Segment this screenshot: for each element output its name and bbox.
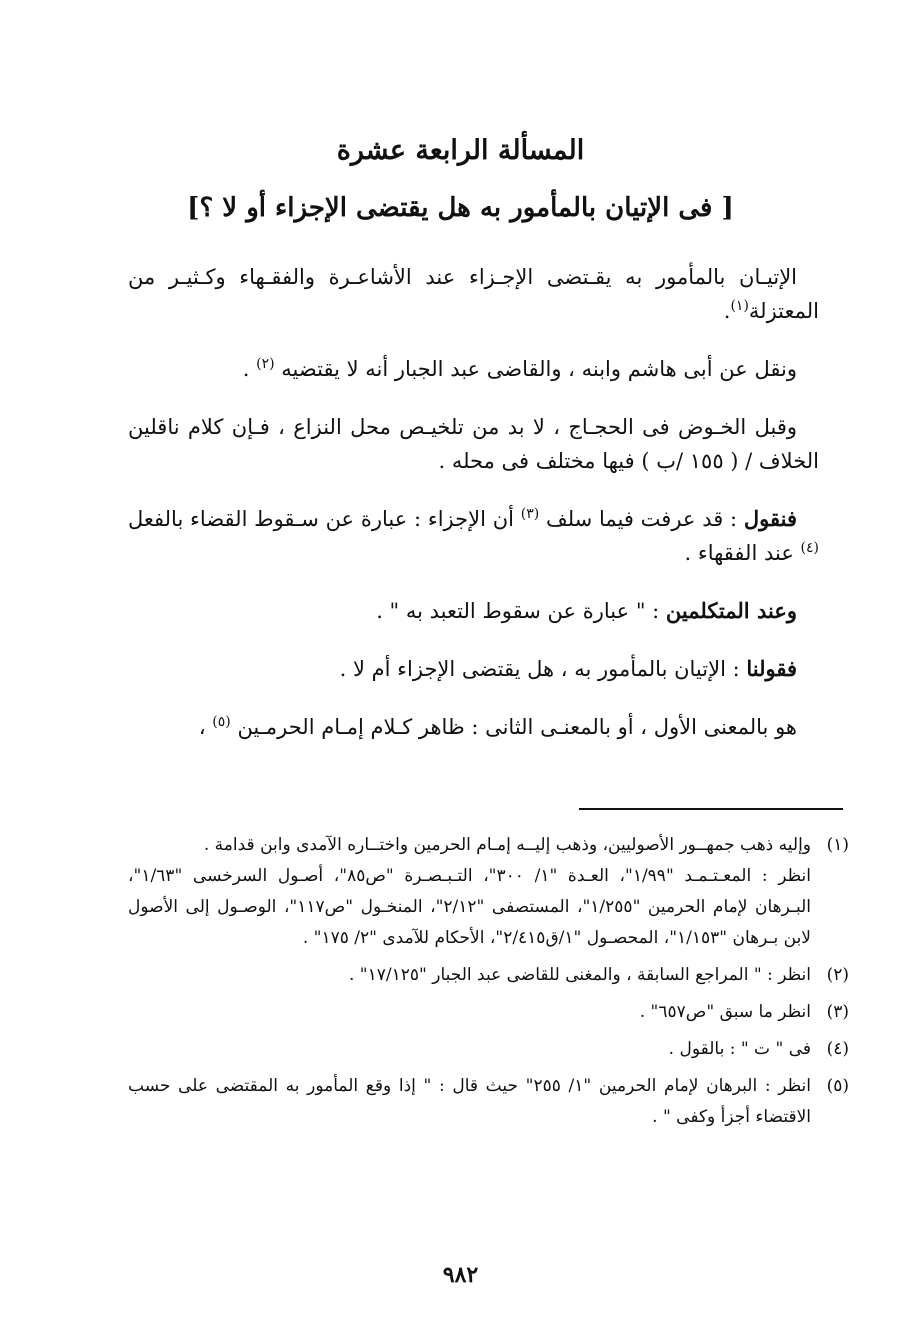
paragraph-text: هو بالمعنى الأول ، أو بالمعنـى الثانى : ظاهر كـلام إمـام الحرمـين <box>237 715 797 739</box>
footnote-2 <box>128 960 849 991</box>
paragraph-5 <box>128 594 819 628</box>
footnote-ref: (١) <box>730 298 749 314</box>
footnote-number: (٣) <box>826 1002 849 1022</box>
footnote-number: (١) <box>826 835 849 855</box>
paragraph-2 <box>128 352 819 386</box>
footnote-number: (٢) <box>826 965 849 985</box>
paragraph-text: : قد عرفت فيما سلف <box>545 507 744 531</box>
paragraph-text: : الإتيان بالمأمور به ، هل يقتضى الإجزاء أم لا . <box>339 657 747 681</box>
paragraph-4 <box>128 502 819 570</box>
page-subtitle: [ فى الإتيان بالمأمور به هل يقتضى الإجزاء أو لا ؟] <box>187 193 734 223</box>
paragraph-tail: ، <box>198 715 213 739</box>
footnote-ref: (٤) <box>800 540 819 556</box>
paragraph-tail: . <box>723 299 731 323</box>
footnote-divider <box>579 808 843 810</box>
footnote-text <box>128 830 817 954</box>
footnote-references: انظر : المعـتـمـد "١/٩٩"، العـدة "١/ ٣٠٠"، التـبـصـرة "ص٨٥"، أصـول السرخسى "١/٦٣"، البـرهان لإمام الحرمين "١/٢٥٥"، المستصفى "٢/١٢"، المنخـول "ص١١٧"، الوصـول إلى الأصول لابن بـرهان "١/١٥٣"، المحصـول "١/ق٢/٤١٥"، الأحكام للآمدى "٢/ ١٧٥" . <box>128 866 811 948</box>
paragraph-6 <box>128 652 819 686</box>
paragraph-text: الإتيـان بالمأمور به يقـتضى الإجـزاء عند الأشاعـرة والفقـهاء وكـثيـر من المعتزلة <box>128 265 819 323</box>
paragraph-lead: فقولنا <box>746 656 797 681</box>
footnote-1 <box>128 830 849 954</box>
footnotes <box>128 830 849 1139</box>
footnote-4 <box>128 1034 849 1065</box>
paragraph-text: ونقل عن أبى هاشم وابنه ، والقاضى عبد الجبار أنه لا يقتضيه <box>281 357 797 381</box>
footnote-body: انظر : " المراجع السابقة ، والمغنى للقاضى عبد الجبار "١٧/١٢٥" . <box>348 965 811 985</box>
paragraph-text: : " عبارة عن سقوط التعبد به " . <box>376 599 666 623</box>
footnote-body: فى " ت " : بالقول . <box>668 1039 811 1059</box>
main-text <box>128 260 819 768</box>
footnote-ref: (٣) <box>520 506 540 522</box>
footnote-5 <box>128 1071 849 1133</box>
footnote-number: (٥) <box>826 1076 849 1096</box>
paragraph-tail: . <box>242 357 257 381</box>
paragraph-tail: أن الإجزاء : عبارة عن سـقوط القضاء بالفعل <box>128 507 521 531</box>
footnote-body: وإليه ذهب جمهــور الأصوليين، وذهب إليــه إمـام الحرمين واختــاره الآمدى وابن قدامة . <box>203 835 811 855</box>
paragraph-lead: وعند المتكلمين <box>665 598 797 623</box>
page-number: ٩٨٢ <box>442 1262 479 1288</box>
footnote-ref: (٢) <box>256 356 275 372</box>
paragraph-text: وقبل الخـوض فى الحجـاج ، لا بد من تلخيـص محل النزاع ، فـإن كلام ناقلين الخلاف / ( ١٥٥ /ب ) فيها مختلف فى محله . <box>128 415 819 473</box>
page-title: المسألة الرابعة عشرة <box>336 135 585 166</box>
paragraph-tail: عند الفقهاء . <box>684 541 801 565</box>
footnote-3 <box>128 997 849 1028</box>
paragraph-7 <box>128 710 819 744</box>
footnote-number: (٤) <box>826 1039 849 1059</box>
footnote-ref: (٥) <box>212 714 231 730</box>
paragraph-1 <box>128 260 819 328</box>
paragraph-3 <box>128 410 819 478</box>
paragraph-lead: فنقول <box>743 506 797 531</box>
footnote-body: انظر : البرهان لإمام الحرمين "١/ ٢٥٥" حيث قال : " إذا وقع المأمور به المقتضى على حسب الاقتضاء أجزأ وكفى " . <box>128 1076 811 1127</box>
footnote-body: انظر ما سبق "ص٦٥٧" . <box>639 1002 811 1022</box>
